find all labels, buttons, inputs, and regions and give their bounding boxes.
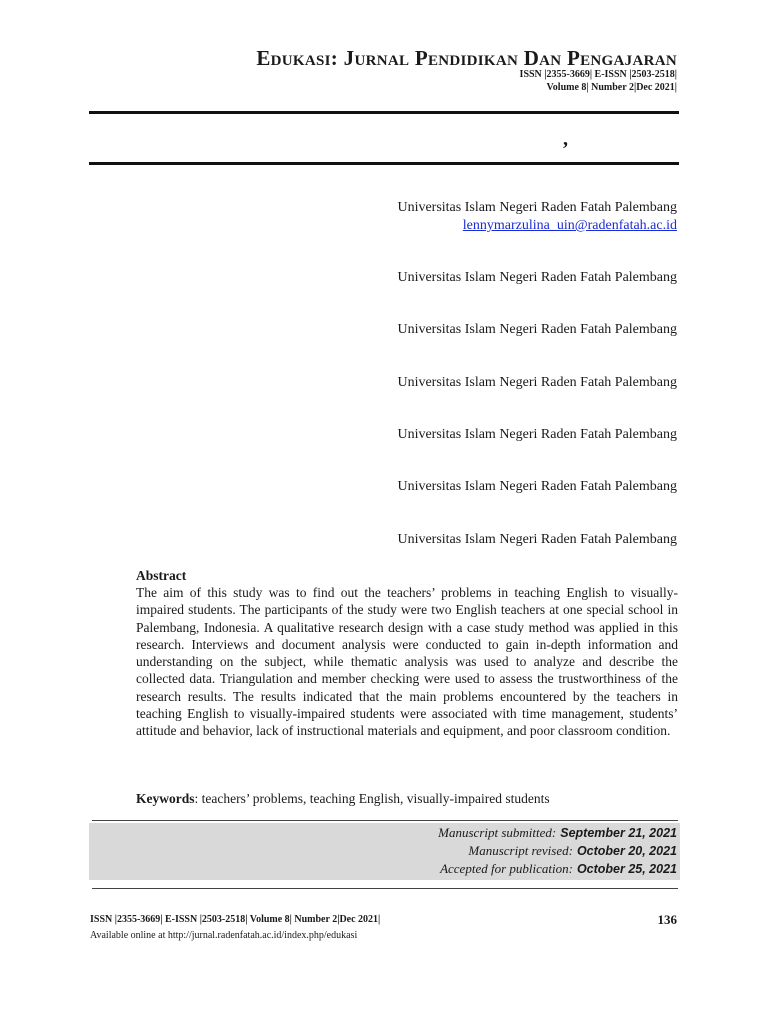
title-bottom-rule xyxy=(89,162,679,165)
date-value: October 25, 2021 xyxy=(576,862,677,876)
dates-top-rule xyxy=(92,820,678,821)
footer-available-online: Available online at http://jurnal.radenfatah.ac.id/index.php/edukasi xyxy=(90,930,358,941)
date-label: Accepted for publication: xyxy=(440,861,573,876)
author-affiliation-1: Universitas Islam Negeri Raden Fatah Palembang xyxy=(397,200,677,215)
date-submitted xyxy=(438,825,677,841)
date-label: Manuscript submitted: xyxy=(438,825,557,840)
abstract-heading: Abstract xyxy=(136,568,187,583)
article-title-fragment: , xyxy=(563,128,568,150)
author-affiliation-5: Universitas Islam Negeri Raden Fatah Palembang xyxy=(397,427,677,442)
journal-title: Edukasi: Jurnal Pendidikan Dan Pengajaran xyxy=(256,46,677,70)
header-issn: ISSN |2355-3669| E-ISSN |2503-2518| xyxy=(519,69,677,80)
date-value: October 20, 2021 xyxy=(576,844,677,858)
date-value: September 21, 2021 xyxy=(560,826,677,840)
keywords-text: : teachers’ problems, teaching English, visually-impaired students xyxy=(194,791,550,806)
page-number: 136 xyxy=(657,912,677,927)
author-affiliation-3: Universitas Islam Negeri Raden Fatah Palembang xyxy=(397,322,677,337)
date-accepted xyxy=(440,861,677,877)
title-top-rule xyxy=(89,111,679,114)
keywords-label: Keywords xyxy=(136,791,195,806)
header-volume: Volume 8| Number 2|Dec 2021| xyxy=(546,82,677,93)
author-affiliation-4: Universitas Islam Negeri Raden Fatah Palembang xyxy=(397,375,677,390)
footer-issn: ISSN |2355-3669| E-ISSN |2503-2518| Volume 8| Number 2|Dec 2021| xyxy=(90,914,381,925)
abstract-body: The aim of this study was to find out the teachers’ problems in teaching English to visually-impaired students. The participants of the study were two English teachers at one special school in Palembang, Indonesia. A qualitative research design with a case study method was applied in this research. Interviews and document analysis were conducted to gain in-depth information and understanding on the subject, while thematic analysis was used to analyze and describe the collected data. Triangulation and member checking were used to assess the trustworthiness of the research results. The results indicated that the main problems encountered by the teachers in teaching English to visually-impaired students were associated with time management, students’ attitude and behavior, lack of instructional materials and equipment, and poor classroom condition. xyxy=(136,585,678,739)
author-email-link[interactable]: lennymarzulina_uin@radenfatah.ac.id xyxy=(462,218,677,233)
author-affiliation-6: Universitas Islam Negeri Raden Fatah Palembang xyxy=(397,479,677,494)
keywords-line xyxy=(136,791,550,807)
dates-bottom-rule xyxy=(92,888,678,889)
author-affiliation-7: Universitas Islam Negeri Raden Fatah Palembang xyxy=(397,532,677,547)
date-revised xyxy=(468,843,677,859)
author-affiliation-2: Universitas Islam Negeri Raden Fatah Palembang xyxy=(397,270,677,285)
date-label: Manuscript revised: xyxy=(468,843,573,858)
